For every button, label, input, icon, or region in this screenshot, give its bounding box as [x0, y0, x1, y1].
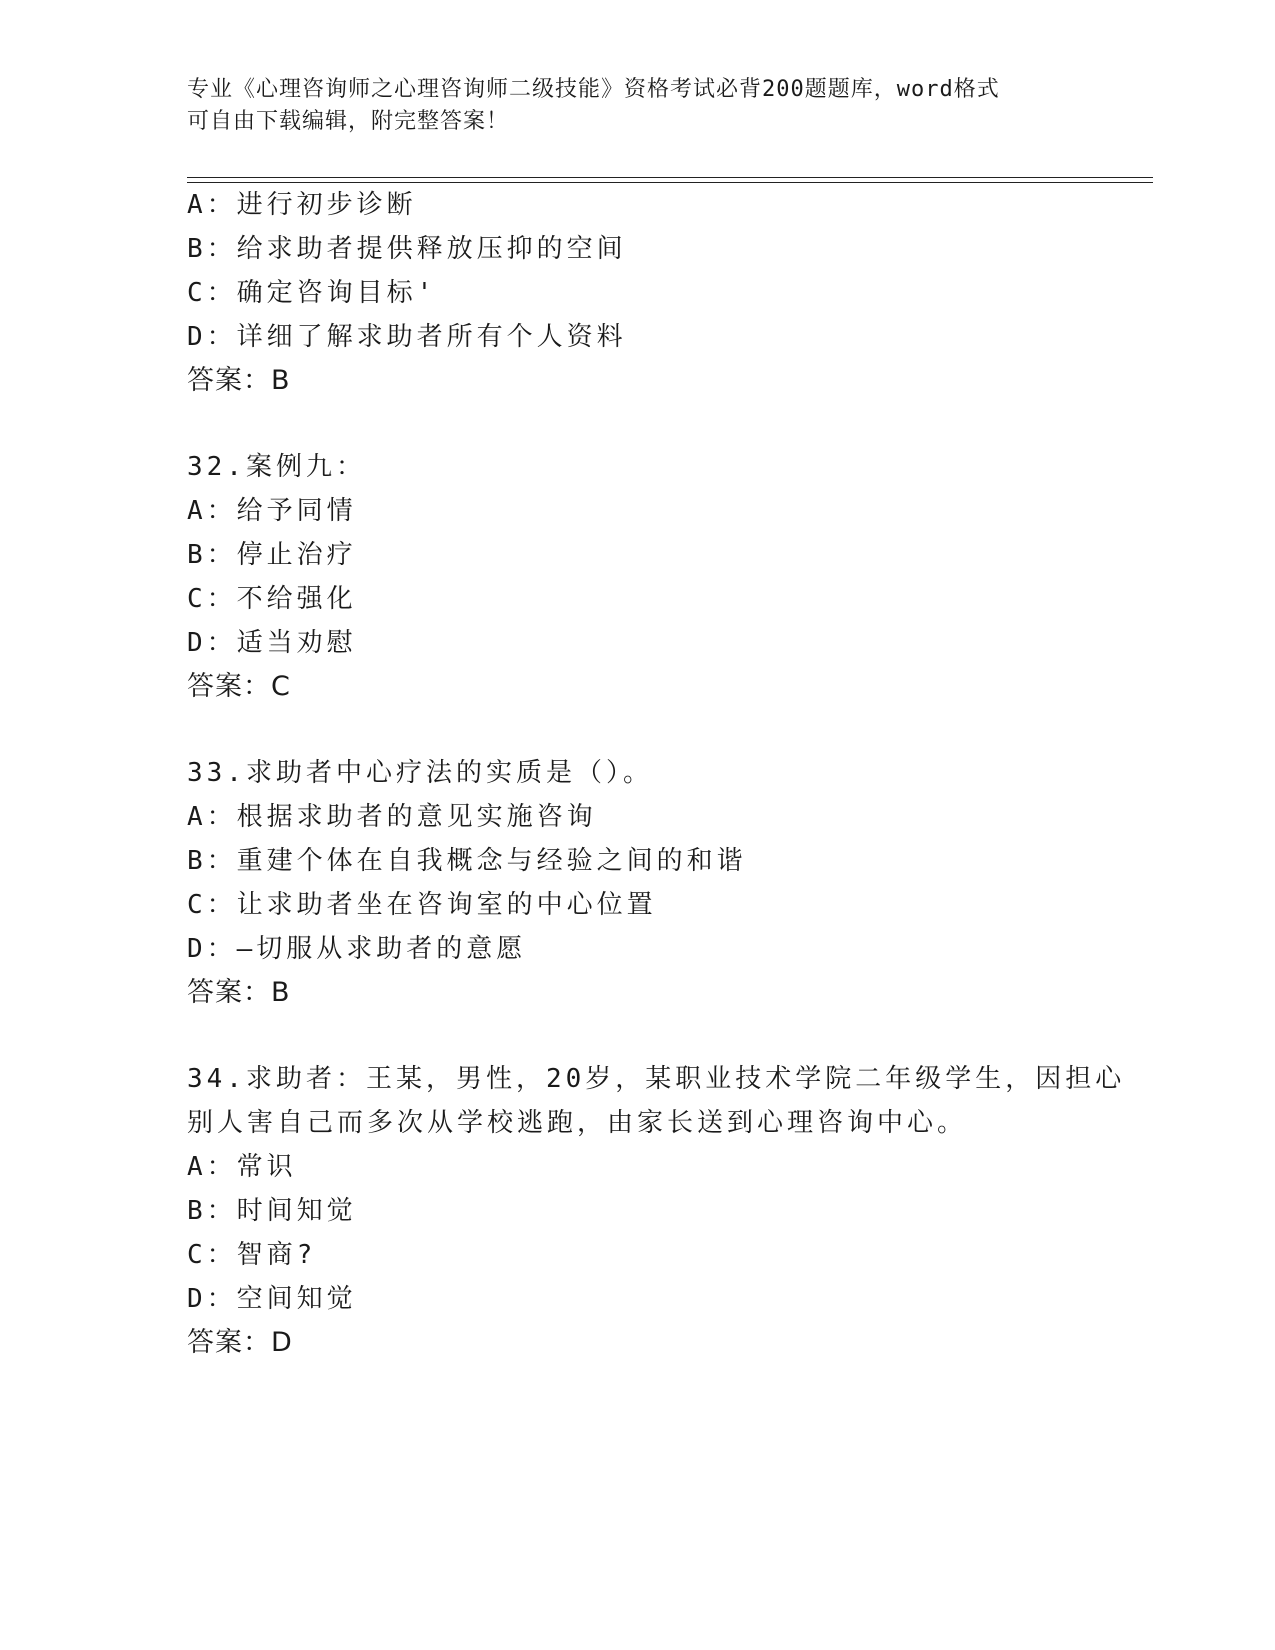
document-header	[187, 74, 1067, 138]
option-a: A：给予同情	[187, 496, 357, 526]
header-line-2: 可自由下载编辑，附完整答案！	[187, 109, 510, 134]
answer-label: 答案：C	[187, 671, 291, 702]
question-text: 33.求助者中心疗法的实质是（）。	[187, 758, 653, 788]
option-b: B：重建个体在自我概念与经验之间的和谐	[187, 846, 747, 876]
answer-label: 答案：B	[187, 977, 291, 1008]
option-a: A：进行初步诊断	[187, 190, 417, 220]
question-text-line-2: 别人害自己而多次从学校逃跑，由家长送到心理咨询中心。	[187, 1108, 968, 1138]
option-c: C：确定咨询目标'	[187, 278, 437, 308]
option-c: C：让求助者坐在咨询室的中心位置	[187, 890, 657, 920]
answer-label: 答案：D	[187, 1327, 293, 1358]
option-b: B：时间知觉	[187, 1196, 357, 1226]
option-a: A：常识	[187, 1152, 297, 1182]
option-d: D：空间知觉	[187, 1284, 357, 1314]
answer-label: 答案：B	[187, 365, 291, 396]
option-a: A：根据求助者的意见实施咨询	[187, 802, 597, 832]
option-d: D：—切服从求助者的意愿	[187, 934, 527, 964]
header-line-1: 专业《心理咨询师之心理咨询师二级技能》资格考试必背200题题库，word格式	[187, 77, 1000, 102]
option-c: C：智商?	[187, 1240, 317, 1270]
question-text-line-1: 34.求助者：王某，男性，20岁，某职业技术学院二年级学生，因担心	[187, 1064, 1126, 1094]
option-c: C：不给强化	[187, 584, 357, 614]
header-divider-bottom	[187, 182, 1153, 183]
option-b: B：停止治疗	[187, 540, 357, 570]
option-b: B：给求助者提供释放压抑的空间	[187, 234, 627, 264]
option-d: D：适当劝慰	[187, 628, 357, 658]
header-divider-top	[187, 177, 1153, 178]
question-text: 32.案例九：	[187, 452, 366, 482]
option-d: D：详细了解求助者所有个人资料	[187, 322, 627, 352]
